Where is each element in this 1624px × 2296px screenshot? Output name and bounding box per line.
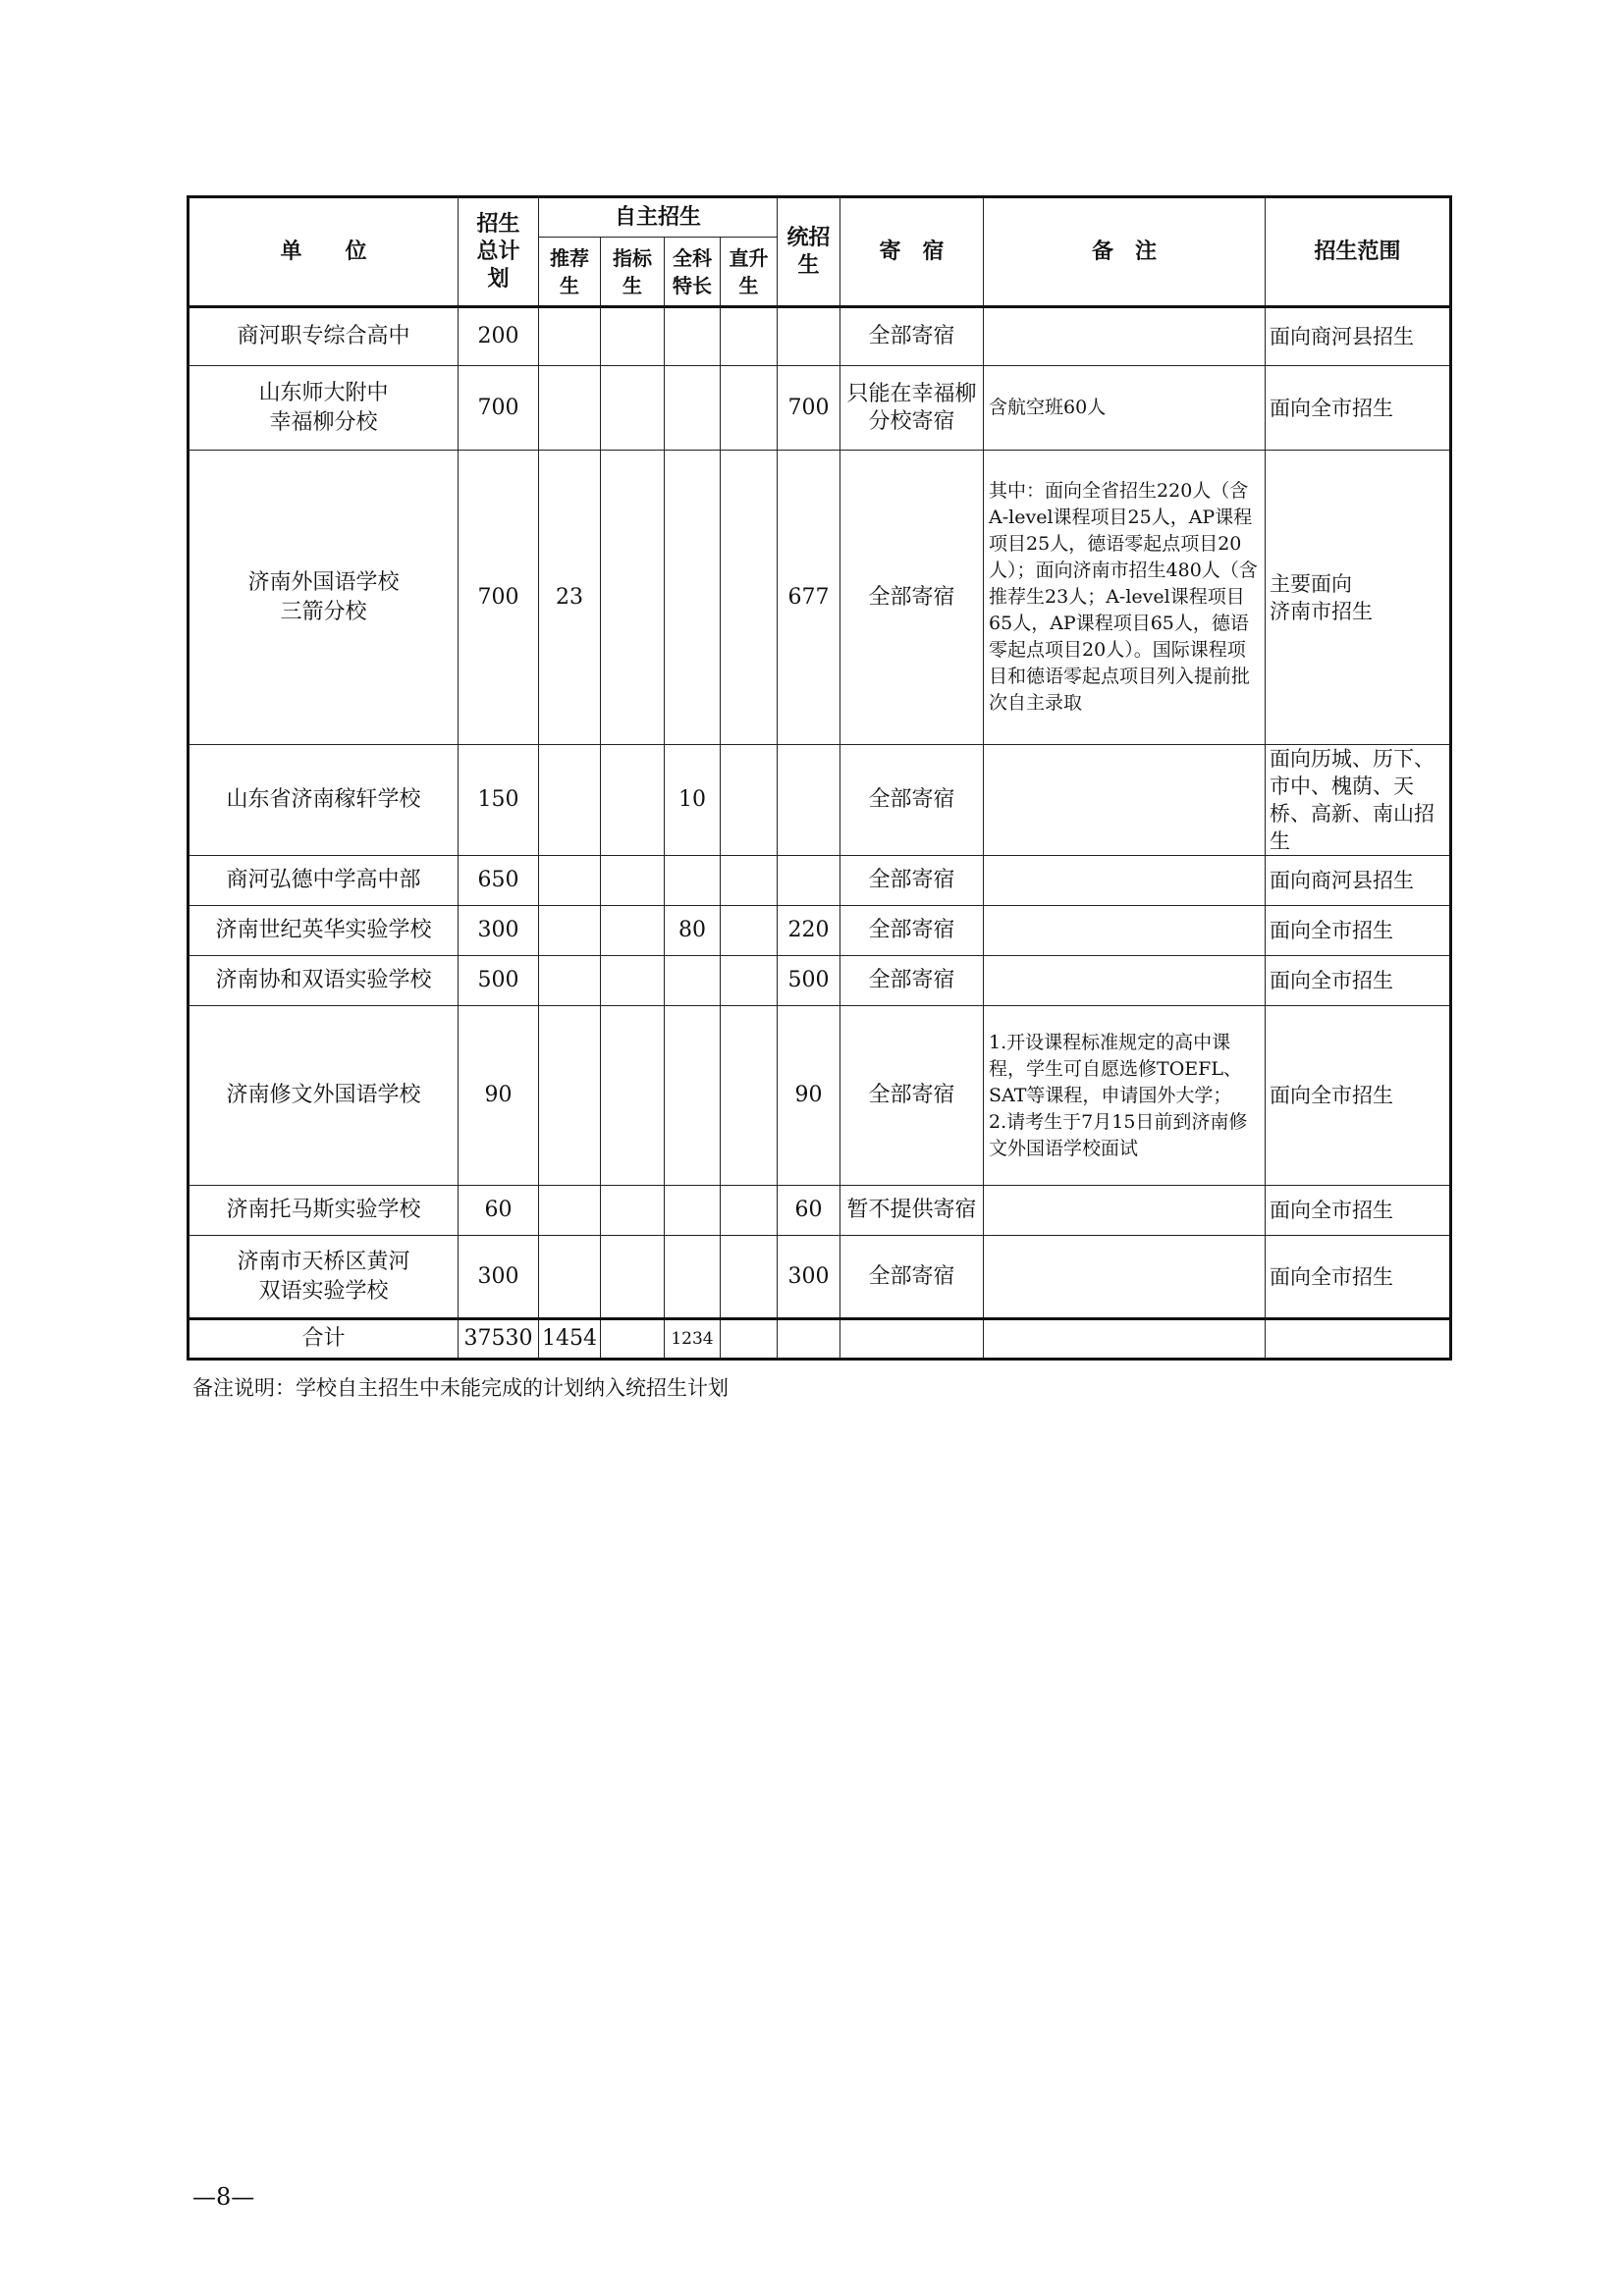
recommended-cell <box>539 307 601 366</box>
unit-cell: 济南协和双语实验学校 <box>189 956 459 1006</box>
boarding-cell: 暂不提供寄宿 <box>840 1186 984 1236</box>
direct-cell <box>721 906 778 956</box>
scope-cell: 面向历城、历下、市中、槐荫、天桥、高新、南山招生 <box>1266 745 1451 856</box>
table-row <box>189 956 1451 1006</box>
table-row <box>189 1006 1451 1186</box>
total-plan-cell: 700 <box>459 451 539 745</box>
all-subject-cell <box>665 366 721 451</box>
unified-cell <box>778 745 840 856</box>
scope-cell: 面向全市招生 <box>1266 1236 1451 1319</box>
all-subject-cell <box>665 856 721 906</box>
all-subject-cell <box>665 307 721 366</box>
all-subject-cell <box>665 1236 721 1319</box>
quota-cell <box>601 1186 665 1236</box>
unified-cell <box>778 856 840 906</box>
scope-cell: 面向全市招生 <box>1266 906 1451 956</box>
boarding-cell: 全部寄宿 <box>840 451 984 745</box>
remarks-cell <box>984 1186 1266 1236</box>
unit-cell: 商河弘德中学高中部 <box>189 856 459 906</box>
table-row <box>189 451 1451 745</box>
unit-cell: 济南外国语学校 三箭分校 <box>189 451 459 745</box>
remarks-cell: 1.开设课程标准规定的高中课程，学生可自愿选修TOEFL、SAT等课程，申请国外大学； 2.请考生于7月15日前到济南修文外国语学校面试 <box>984 1006 1266 1186</box>
table-row <box>189 745 1451 856</box>
recommended-cell <box>539 1186 601 1236</box>
direct-cell <box>721 1006 778 1186</box>
total-direct-cell <box>721 1319 778 1360</box>
total-plan-cell: 300 <box>459 906 539 956</box>
remarks-cell <box>984 1236 1266 1319</box>
direct-cell <box>721 1186 778 1236</box>
recommended-cell <box>539 366 601 451</box>
direct-cell <box>721 856 778 906</box>
header-direct: 直升生 <box>721 238 778 307</box>
remarks-cell <box>984 956 1266 1006</box>
recommended-cell: 23 <box>539 451 601 745</box>
header-total-plan: 招生总计划 <box>459 197 539 307</box>
header-unified: 统招生 <box>778 197 840 307</box>
recommended-cell <box>539 1236 601 1319</box>
header-unit: 单 位 <box>189 197 459 307</box>
quota-cell <box>601 307 665 366</box>
total-plan-cell: 500 <box>459 956 539 1006</box>
direct-cell <box>721 956 778 1006</box>
scope-cell: 主要面向 济南市招生 <box>1266 451 1451 745</box>
scope-cell: 面向商河县招生 <box>1266 307 1451 366</box>
all-subject-cell <box>665 451 721 745</box>
total-quota-cell <box>601 1319 665 1360</box>
total-plan-cell: 200 <box>459 307 539 366</box>
recommended-cell <box>539 745 601 856</box>
scope-cell: 面向商河县招生 <box>1266 856 1451 906</box>
total-boarding-cell <box>840 1319 984 1360</box>
table-row <box>189 856 1451 906</box>
page-number: —8— <box>192 2183 255 2211</box>
direct-cell <box>721 745 778 856</box>
unit-cell: 济南修文外国语学校 <box>189 1006 459 1186</box>
unified-cell <box>778 307 840 366</box>
unified-cell: 300 <box>778 1236 840 1319</box>
all-subject-cell: 80 <box>665 906 721 956</box>
unit-cell: 山东省济南稼轩学校 <box>189 745 459 856</box>
recommended-cell <box>539 1006 601 1186</box>
direct-cell <box>721 366 778 451</box>
total-recommended-cell: 1454 <box>539 1319 601 1360</box>
unified-cell: 500 <box>778 956 840 1006</box>
table-row <box>189 366 1451 451</box>
quota-cell <box>601 906 665 956</box>
header-boarding: 寄 宿 <box>840 197 984 307</box>
boarding-cell: 全部寄宿 <box>840 745 984 856</box>
total-scope-cell <box>1266 1319 1451 1360</box>
boarding-cell: 只能在幸福柳分校寄宿 <box>840 366 984 451</box>
quota-cell <box>601 366 665 451</box>
all-subject-cell <box>665 1006 721 1186</box>
direct-cell <box>721 307 778 366</box>
enrollment-table <box>187 195 1452 1361</box>
header-remarks: 备 注 <box>984 197 1266 307</box>
recommended-cell <box>539 906 601 956</box>
direct-cell <box>721 1236 778 1319</box>
all-subject-cell <box>665 956 721 1006</box>
header-self-enroll: 自主招生 <box>539 197 778 238</box>
table-row <box>189 307 1451 366</box>
table-row <box>189 1186 1451 1236</box>
total-plan-cell: 150 <box>459 745 539 856</box>
unit-cell: 济南世纪英华实验学校 <box>189 906 459 956</box>
quota-cell <box>601 451 665 745</box>
total-unified-cell <box>778 1319 840 1360</box>
total-plan-cell: 700 <box>459 366 539 451</box>
boarding-cell: 全部寄宿 <box>840 1006 984 1186</box>
unit-cell: 济南托马斯实验学校 <box>189 1186 459 1236</box>
quota-cell <box>601 745 665 856</box>
boarding-cell: 全部寄宿 <box>840 906 984 956</box>
total-unit-cell: 合计 <box>189 1319 459 1360</box>
remarks-cell <box>984 307 1266 366</box>
unified-cell: 60 <box>778 1186 840 1236</box>
remarks-cell: 含航空班60人 <box>984 366 1266 451</box>
scope-cell: 面向全市招生 <box>1266 1186 1451 1236</box>
total-plan-cell: 60 <box>459 1186 539 1236</box>
quota-cell <box>601 1236 665 1319</box>
header-recommended: 推荐生 <box>539 238 601 307</box>
total-row <box>189 1319 1451 1360</box>
all-subject-cell <box>665 1186 721 1236</box>
table-body <box>189 307 1451 1360</box>
header-all-subject: 全科特长 <box>665 238 721 307</box>
remarks-cell <box>984 745 1266 856</box>
all-subject-cell: 10 <box>665 745 721 856</box>
quota-cell <box>601 1006 665 1186</box>
recommended-cell <box>539 956 601 1006</box>
total-all-subject-cell: 1234 <box>665 1319 721 1360</box>
header-quota: 指标生 <box>601 238 665 307</box>
boarding-cell: 全部寄宿 <box>840 856 984 906</box>
total-total-plan-cell: 37530 <box>459 1319 539 1360</box>
table-row <box>189 1236 1451 1319</box>
footnote: 备注说明：学校自主招生中未能完成的计划纳入统招生计划 <box>192 1376 729 1400</box>
direct-cell <box>721 451 778 745</box>
scope-cell: 面向全市招生 <box>1266 1006 1451 1186</box>
boarding-cell: 全部寄宿 <box>840 956 984 1006</box>
remarks-cell: 其中：面向全省招生220人（含A-level课程项目25人，AP课程项目25人，德语零起点项目20人）；面向济南市招生480人（含推荐生23人；A-level课程项目65人，AP课程项目65人，德语零起点项目20人）。国际课程项目和德语零起点项目列入提前批次自主录取 <box>984 451 1266 745</box>
table-row <box>189 906 1451 956</box>
unit-cell: 济南市天桥区黄河 双语实验学校 <box>189 1236 459 1319</box>
total-plan-cell: 650 <box>459 856 539 906</box>
unified-cell: 700 <box>778 366 840 451</box>
quota-cell <box>601 956 665 1006</box>
unified-cell: 220 <box>778 906 840 956</box>
remarks-cell <box>984 856 1266 906</box>
boarding-cell: 全部寄宿 <box>840 307 984 366</box>
total-plan-cell: 90 <box>459 1006 539 1186</box>
unit-cell: 商河职专综合高中 <box>189 307 459 366</box>
total-remarks-cell <box>984 1319 1266 1360</box>
quota-cell <box>601 856 665 906</box>
total-plan-cell: 300 <box>459 1236 539 1319</box>
unified-cell: 90 <box>778 1006 840 1186</box>
unified-cell: 677 <box>778 451 840 745</box>
scope-cell: 面向全市招生 <box>1266 956 1451 1006</box>
boarding-cell: 全部寄宿 <box>840 1236 984 1319</box>
recommended-cell <box>539 856 601 906</box>
header-scope: 招生范围 <box>1266 197 1451 307</box>
remarks-cell <box>984 906 1266 956</box>
scope-cell: 面向全市招生 <box>1266 366 1451 451</box>
unit-cell: 山东师大附中 幸福柳分校 <box>189 366 459 451</box>
